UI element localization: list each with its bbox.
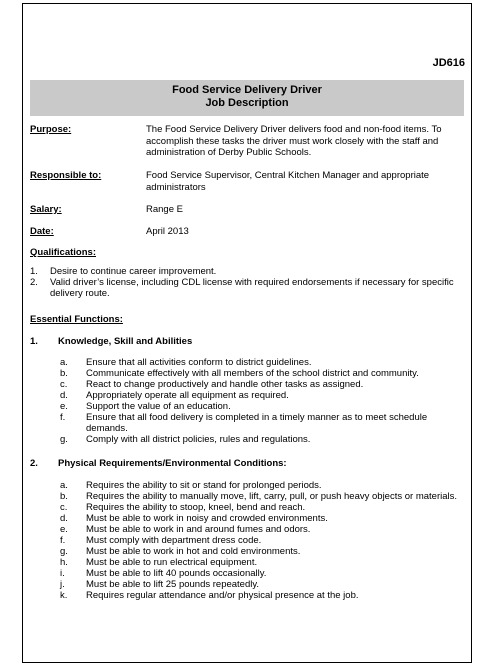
item-text: Must be able to work in and around fumes and odors. — [86, 524, 311, 535]
list-item — [30, 401, 464, 412]
item-text: Must be able to lift 25 pounds repeatedly. — [86, 579, 260, 590]
item-text: Must be able to run electrical equipment. — [86, 557, 258, 568]
item-letter: b. — [60, 368, 68, 379]
item-text: Must comply with department dress code. — [86, 535, 262, 546]
item-letter: e. — [60, 524, 68, 535]
item-text: Requires regular attendance and/or physical presence at the job. — [86, 590, 359, 601]
qualifications-list — [30, 266, 464, 299]
list-item — [30, 491, 464, 502]
list-item — [30, 513, 464, 524]
list-item — [30, 524, 464, 535]
item-text: Requires the ability to sit or stand for prolonged periods. — [86, 480, 322, 491]
field-label: Purpose: — [30, 124, 72, 135]
item-text: Must be able to lift 40 pounds occasionally. — [86, 568, 267, 579]
section-title: Physical Requirements/Environmental Conditions: — [58, 458, 287, 469]
item-text: Desire to continue career improvement. — [50, 266, 217, 277]
item-letter: i. — [60, 568, 65, 579]
item-letter: a. — [60, 357, 68, 368]
item-letter: j. — [60, 579, 65, 590]
item-text: Must be able to work in hot and cold environments. — [86, 546, 301, 557]
list-item — [30, 579, 464, 590]
list-item — [30, 502, 464, 513]
item-letter: e. — [60, 401, 68, 412]
list-item — [30, 535, 464, 546]
document-subtitle: Job Description — [205, 97, 289, 109]
item-number: 1. — [30, 266, 38, 277]
section-title: Knowledge, Skill and Abilities — [58, 336, 193, 347]
field-label: Date: — [30, 226, 54, 237]
item-letter: a. — [60, 480, 68, 491]
job-code: JD616 — [432, 57, 465, 69]
document-title: Food Service Delivery Driver — [172, 84, 322, 96]
item-text: Requires the ability to stoop, kneel, bend and reach. — [86, 502, 306, 513]
field-value: The Food Service Delivery Driver delivers food and non-food items. To accomplish these tasks the driver must work closely with the staff and administration of Derby Public Schools. — [146, 124, 442, 158]
list-item — [30, 379, 464, 390]
list-item — [30, 277, 464, 299]
essential-functions-heading: Essential Functions: — [30, 314, 123, 325]
item-letter: k. — [60, 590, 68, 601]
item-letter: d. — [60, 513, 68, 524]
qualifications-heading: Qualifications: — [30, 247, 96, 258]
item-text: Ensure that all activities conform to district guidelines. — [86, 357, 312, 368]
field-value: Food Service Supervisor, Central Kitchen Manager and appropriate administrators — [146, 170, 430, 193]
item-text: Appropriately operate all equipment as required. — [86, 390, 289, 401]
item-text: Must be able to work in noisy and crowded environments. — [86, 513, 328, 524]
title-band — [30, 80, 464, 116]
list-item — [30, 390, 464, 401]
item-text: React to change productively and handle other tasks as assigned. — [86, 379, 364, 390]
list-item — [30, 266, 464, 277]
section-number: 1. — [30, 336, 38, 347]
item-text: Ensure that all food delivery is completed in a timely manner as to meet schedule demands. — [86, 412, 428, 434]
item-letter: f. — [60, 412, 66, 423]
list-item — [30, 546, 464, 557]
item-text: Support the value of an education. — [86, 401, 231, 412]
list-item — [30, 480, 464, 491]
item-letter: h. — [60, 557, 68, 568]
item-text: Communicate effectively with all members of the school district and community. — [86, 368, 419, 379]
field-label: Responsible to: — [30, 170, 102, 181]
item-number: 2. — [30, 277, 38, 288]
list-item — [30, 368, 464, 379]
item-letter: c. — [60, 502, 68, 513]
item-letter: g. — [60, 434, 68, 445]
list-item — [30, 568, 464, 579]
knowledge-list — [30, 357, 464, 445]
item-text: Requires the ability to manually move, lift, carry, pull, or push heavy objects or materials. — [86, 491, 458, 502]
item-text: Comply with all district policies, rules and regulations. — [86, 434, 311, 445]
list-item — [30, 357, 464, 368]
field-label: Salary: — [30, 204, 62, 215]
physical-list — [30, 480, 464, 601]
field-value: Range E — [146, 204, 183, 215]
item-text: Valid driver’s license, including CDL license with required endorsements if necessary for specific delivery route. — [50, 277, 454, 299]
item-letter: d. — [60, 390, 68, 401]
item-letter: f. — [60, 535, 66, 546]
item-letter: g. — [60, 546, 68, 557]
section-number: 2. — [30, 458, 38, 469]
list-item — [30, 434, 464, 445]
list-item — [30, 590, 464, 601]
list-item — [30, 557, 464, 568]
field-value: April 2013 — [146, 226, 189, 237]
item-letter: c. — [60, 379, 68, 390]
item-letter: b. — [60, 491, 68, 502]
list-item — [30, 412, 464, 434]
